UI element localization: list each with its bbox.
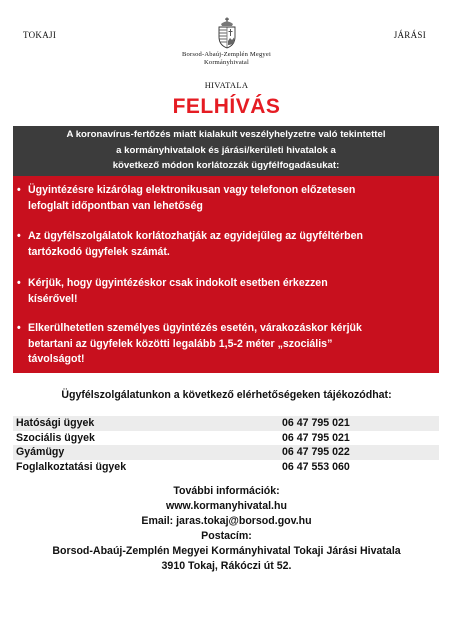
contact-phone: 06 47 553 060 [282, 460, 350, 473]
notice-line: távolságot! [28, 353, 85, 366]
table-row [13, 431, 439, 446]
notice-item [17, 321, 431, 368]
notice-line: betartani az ügyfelek közötti legalább 1,5-2 méter „szociális” [28, 337, 333, 350]
postal-line-1: Borsod-Abaúj-Zemplén Megyei Kormányhivatal Tokaji Járási Hivatala [52, 545, 401, 557]
email-link[interactable]: Email: jaras.tokaj@borsod.gov.hu [141, 515, 312, 527]
notice-box [13, 176, 439, 373]
website-link[interactable]: www.kormanyhivatal.hu [166, 500, 287, 512]
contact-phone: 06 47 795 021 [282, 431, 350, 444]
contacts-intro: Ügyfélszolgálatunkon a következő elérhetőségeken tájékozódhat: [61, 389, 392, 401]
table-row [13, 445, 439, 460]
org-name-line2: Kormányhivatal [203, 59, 250, 66]
notice-item [17, 229, 431, 260]
more-info-heading: További információk: [173, 485, 280, 497]
bullet-icon: • [17, 230, 21, 242]
bullet-icon: • [17, 322, 21, 334]
contacts-table [13, 416, 439, 474]
notice-line: Elkerülhetetlen személyes ügyintézés esetén, várakozáskor kérjük [28, 322, 362, 334]
notice-line: Ügyintézésre kizárólag elektronikusan vagy telefonon előzetesen [28, 184, 356, 196]
notice-line: Az ügyfélszolgálatok korlátozhatják az egyidejűleg az ügyféltérben [28, 230, 363, 242]
contact-phone: 06 47 795 022 [282, 446, 350, 458]
notice-item [17, 276, 431, 307]
header-right-text: JÁRÁSI [393, 30, 426, 40]
intro-line-1: A koronavírus-fertőzés miatt kialakult veszélyhelyzetre való tekintettel [66, 129, 386, 140]
contact-label: Gyámügy [16, 446, 65, 458]
notice-line: lefoglalt időpontban van lehetőség [28, 199, 203, 212]
notice-line: tartózkodó ügyfelek számát. [28, 245, 170, 258]
table-row [13, 416, 439, 431]
intro-box [13, 126, 439, 176]
org-name-line1: Borsod-Abaúj-Zemplén Megyei [182, 51, 271, 58]
notice-line: kísérővel! [28, 292, 78, 305]
bullet-icon: • [17, 277, 21, 289]
contact-phone: 06 47 795 021 [282, 417, 350, 429]
office-label: HIVATALA [204, 80, 249, 90]
intro-line-3: következő módon korlátozzák ügyfélfogadásukat: [112, 160, 340, 171]
notice-item [17, 183, 431, 214]
bullet-icon: • [17, 184, 21, 196]
notice-line: Kérjük, hogy ügyintézéskor csak indokolt esetben érkezzen [28, 277, 328, 289]
postal-line-2: 3910 Tokaj, Rákóczi út 52. [161, 560, 292, 572]
contact-label: Hatósági ügyek [16, 417, 95, 429]
table-row [13, 460, 439, 475]
postal-heading: Postacím: [201, 530, 252, 542]
contact-label: Foglalkoztatási ügyek [16, 460, 127, 473]
contact-label: Szociális ügyek [16, 431, 95, 444]
header-left-text: TOKAJI [23, 30, 57, 40]
page-title: FELHÍVÁS [172, 95, 281, 118]
intro-line-2: a kormányhivatalok és járási/kerületi hivatalok a [116, 144, 336, 156]
hungarian-coat-of-arms-icon [215, 17, 239, 49]
